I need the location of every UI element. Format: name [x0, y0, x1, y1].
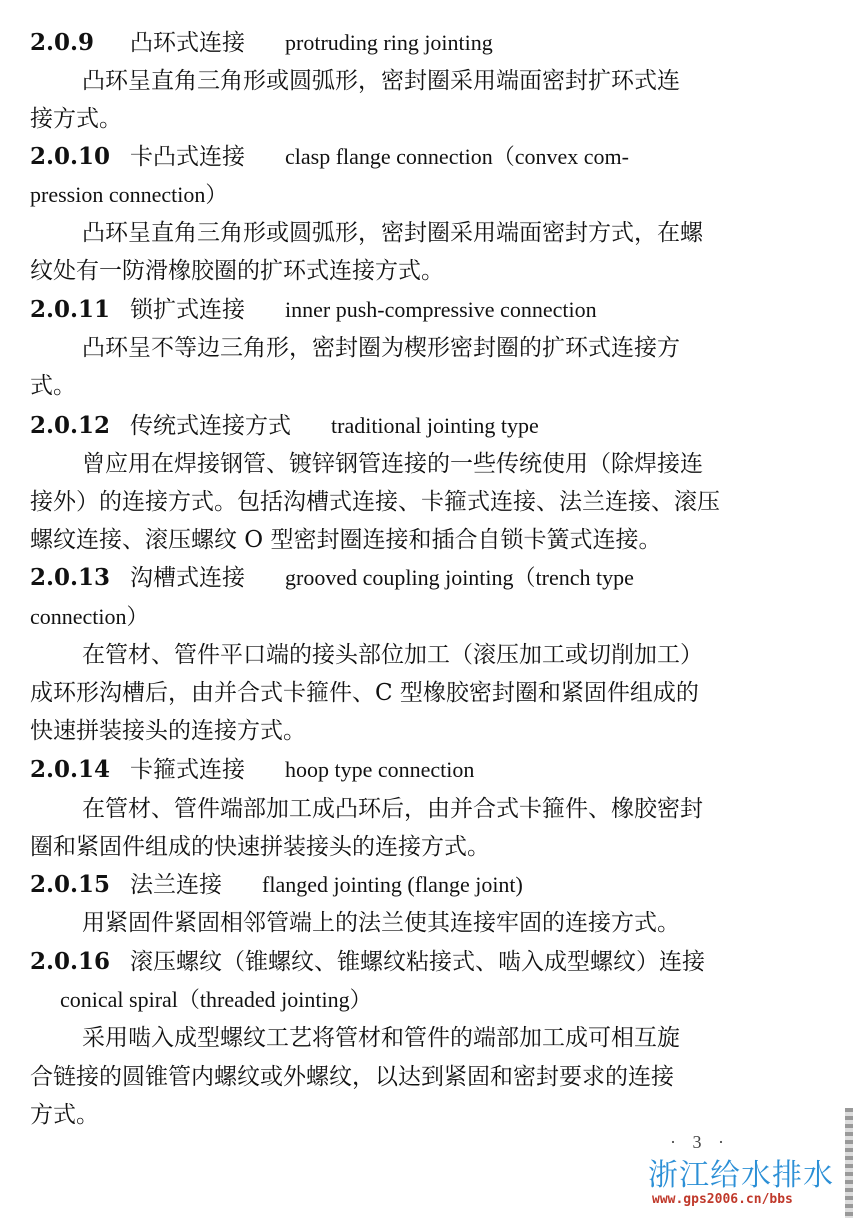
term-english: clasp flange connection（convex com- [285, 144, 629, 169]
entry-number: 2.0.14 [30, 756, 111, 783]
entry-description: 纹处有一防滑橡胶圈的扩环式连接方式。 [30, 258, 444, 284]
scan-edge-mark [845, 1108, 853, 1218]
entry-description: 曾应用在焊接钢管、镀锌钢管连接的一些传统使用（除焊接连 [82, 451, 703, 477]
term-chinese: 传统式连接方式 [130, 413, 291, 439]
entry-heading [30, 559, 823, 597]
entry-description: 接外）的连接方式。包括沟槽式连接、卡箍式连接、法兰连接、滚压 [30, 489, 720, 515]
term-chinese: 滚压螺纹（锥螺纹、锥螺纹粘接式、啮入成型螺纹）连接 [130, 949, 705, 975]
term-english-continued: pression connection） [30, 182, 228, 207]
page-number: · 3 · [670, 1132, 730, 1152]
entry-number: 2.0.11 [30, 296, 111, 323]
entry-description: 凸环呈直角三角形或圆弧形，密封圈采用端面密封扩环式连 [82, 68, 680, 94]
entry-description: 采用啮入成型螺纹工艺将管材和管件的端部加工成可相互旋 [82, 1025, 680, 1051]
entry-heading [30, 866, 823, 904]
entry-heading [30, 24, 823, 62]
entry-description: 在管材、管件端部加工成凸环后，由并合式卡箍件、橡胶密封 [82, 796, 703, 822]
term-english: protruding ring jointing [285, 30, 493, 55]
entry-heading [30, 291, 823, 329]
entry-heading [30, 407, 823, 445]
entry-heading [30, 751, 823, 789]
entry-description: 凸环呈不等边三角形，密封圈为楔形密封圈的扩环式连接方 [82, 335, 680, 361]
watermark-site-name: 浙江给水排水 [648, 1158, 834, 1193]
entry-heading [30, 138, 823, 176]
entry-description: 接方式。 [30, 106, 122, 132]
term-chinese: 卡凸式连接 [130, 144, 245, 170]
entry-description: 合链接的圆锥管内螺纹或外螺纹，以达到紧固和密封要求的连接 [30, 1064, 674, 1090]
entry-description: 成环形沟槽后，由并合式卡箍件、C 型橡胶密封圈和紧固件组成的 [30, 680, 699, 706]
entry-description: 圈和紧固件组成的快速拼装接头的连接方式。 [30, 834, 490, 860]
watermark-url: www.gps2006.cn/bbs [652, 1192, 793, 1207]
term-chinese: 锁扩式连接 [130, 297, 245, 323]
term-english: grooved coupling jointing（trench type [285, 565, 634, 590]
term-chinese: 卡箍式连接 [130, 757, 245, 783]
entry-description: 在管材、管件平口端的接头部位加工（滚压加工或切削加工） [82, 642, 703, 668]
entry-description: 凸环呈直角三角形或圆弧形，密封圈采用端面密封方式，在螺 [82, 220, 703, 246]
term-chinese: 法兰连接 [130, 872, 222, 898]
entry-description: 螺纹连接、滚压螺纹 O 型密封圈连接和插合自锁卡簧式连接。 [30, 527, 662, 553]
term-chinese: 沟槽式连接 [130, 565, 245, 591]
entry-number: 2.0.13 [30, 564, 111, 591]
term-english: flanged jointing (flange joint) [262, 872, 523, 897]
entry-number: 2.0.15 [30, 871, 111, 898]
term-english: inner push-compressive connection [285, 297, 597, 322]
entry-heading [30, 943, 823, 981]
entry-description: 用紧固件紧固相邻管端上的法兰使其连接牢固的连接方式。 [82, 910, 680, 936]
term-english: traditional jointing type [331, 413, 539, 438]
term-chinese: 凸环式连接 [130, 30, 245, 56]
entry-number: 2.0.16 [30, 948, 111, 975]
entry-number: 2.0.9 [30, 29, 95, 56]
entry-number: 2.0.10 [30, 143, 111, 170]
entry-description: 方式。 [30, 1102, 99, 1128]
entry-description: 式。 [30, 373, 76, 399]
entry-description: 快速拼装接头的连接方式。 [30, 718, 306, 744]
term-english-continued: connection） [30, 604, 149, 629]
term-english: conical spiral（threaded jointing） [60, 987, 372, 1012]
term-english: hoop type connection [285, 757, 475, 782]
entry-number: 2.0.12 [30, 412, 111, 439]
